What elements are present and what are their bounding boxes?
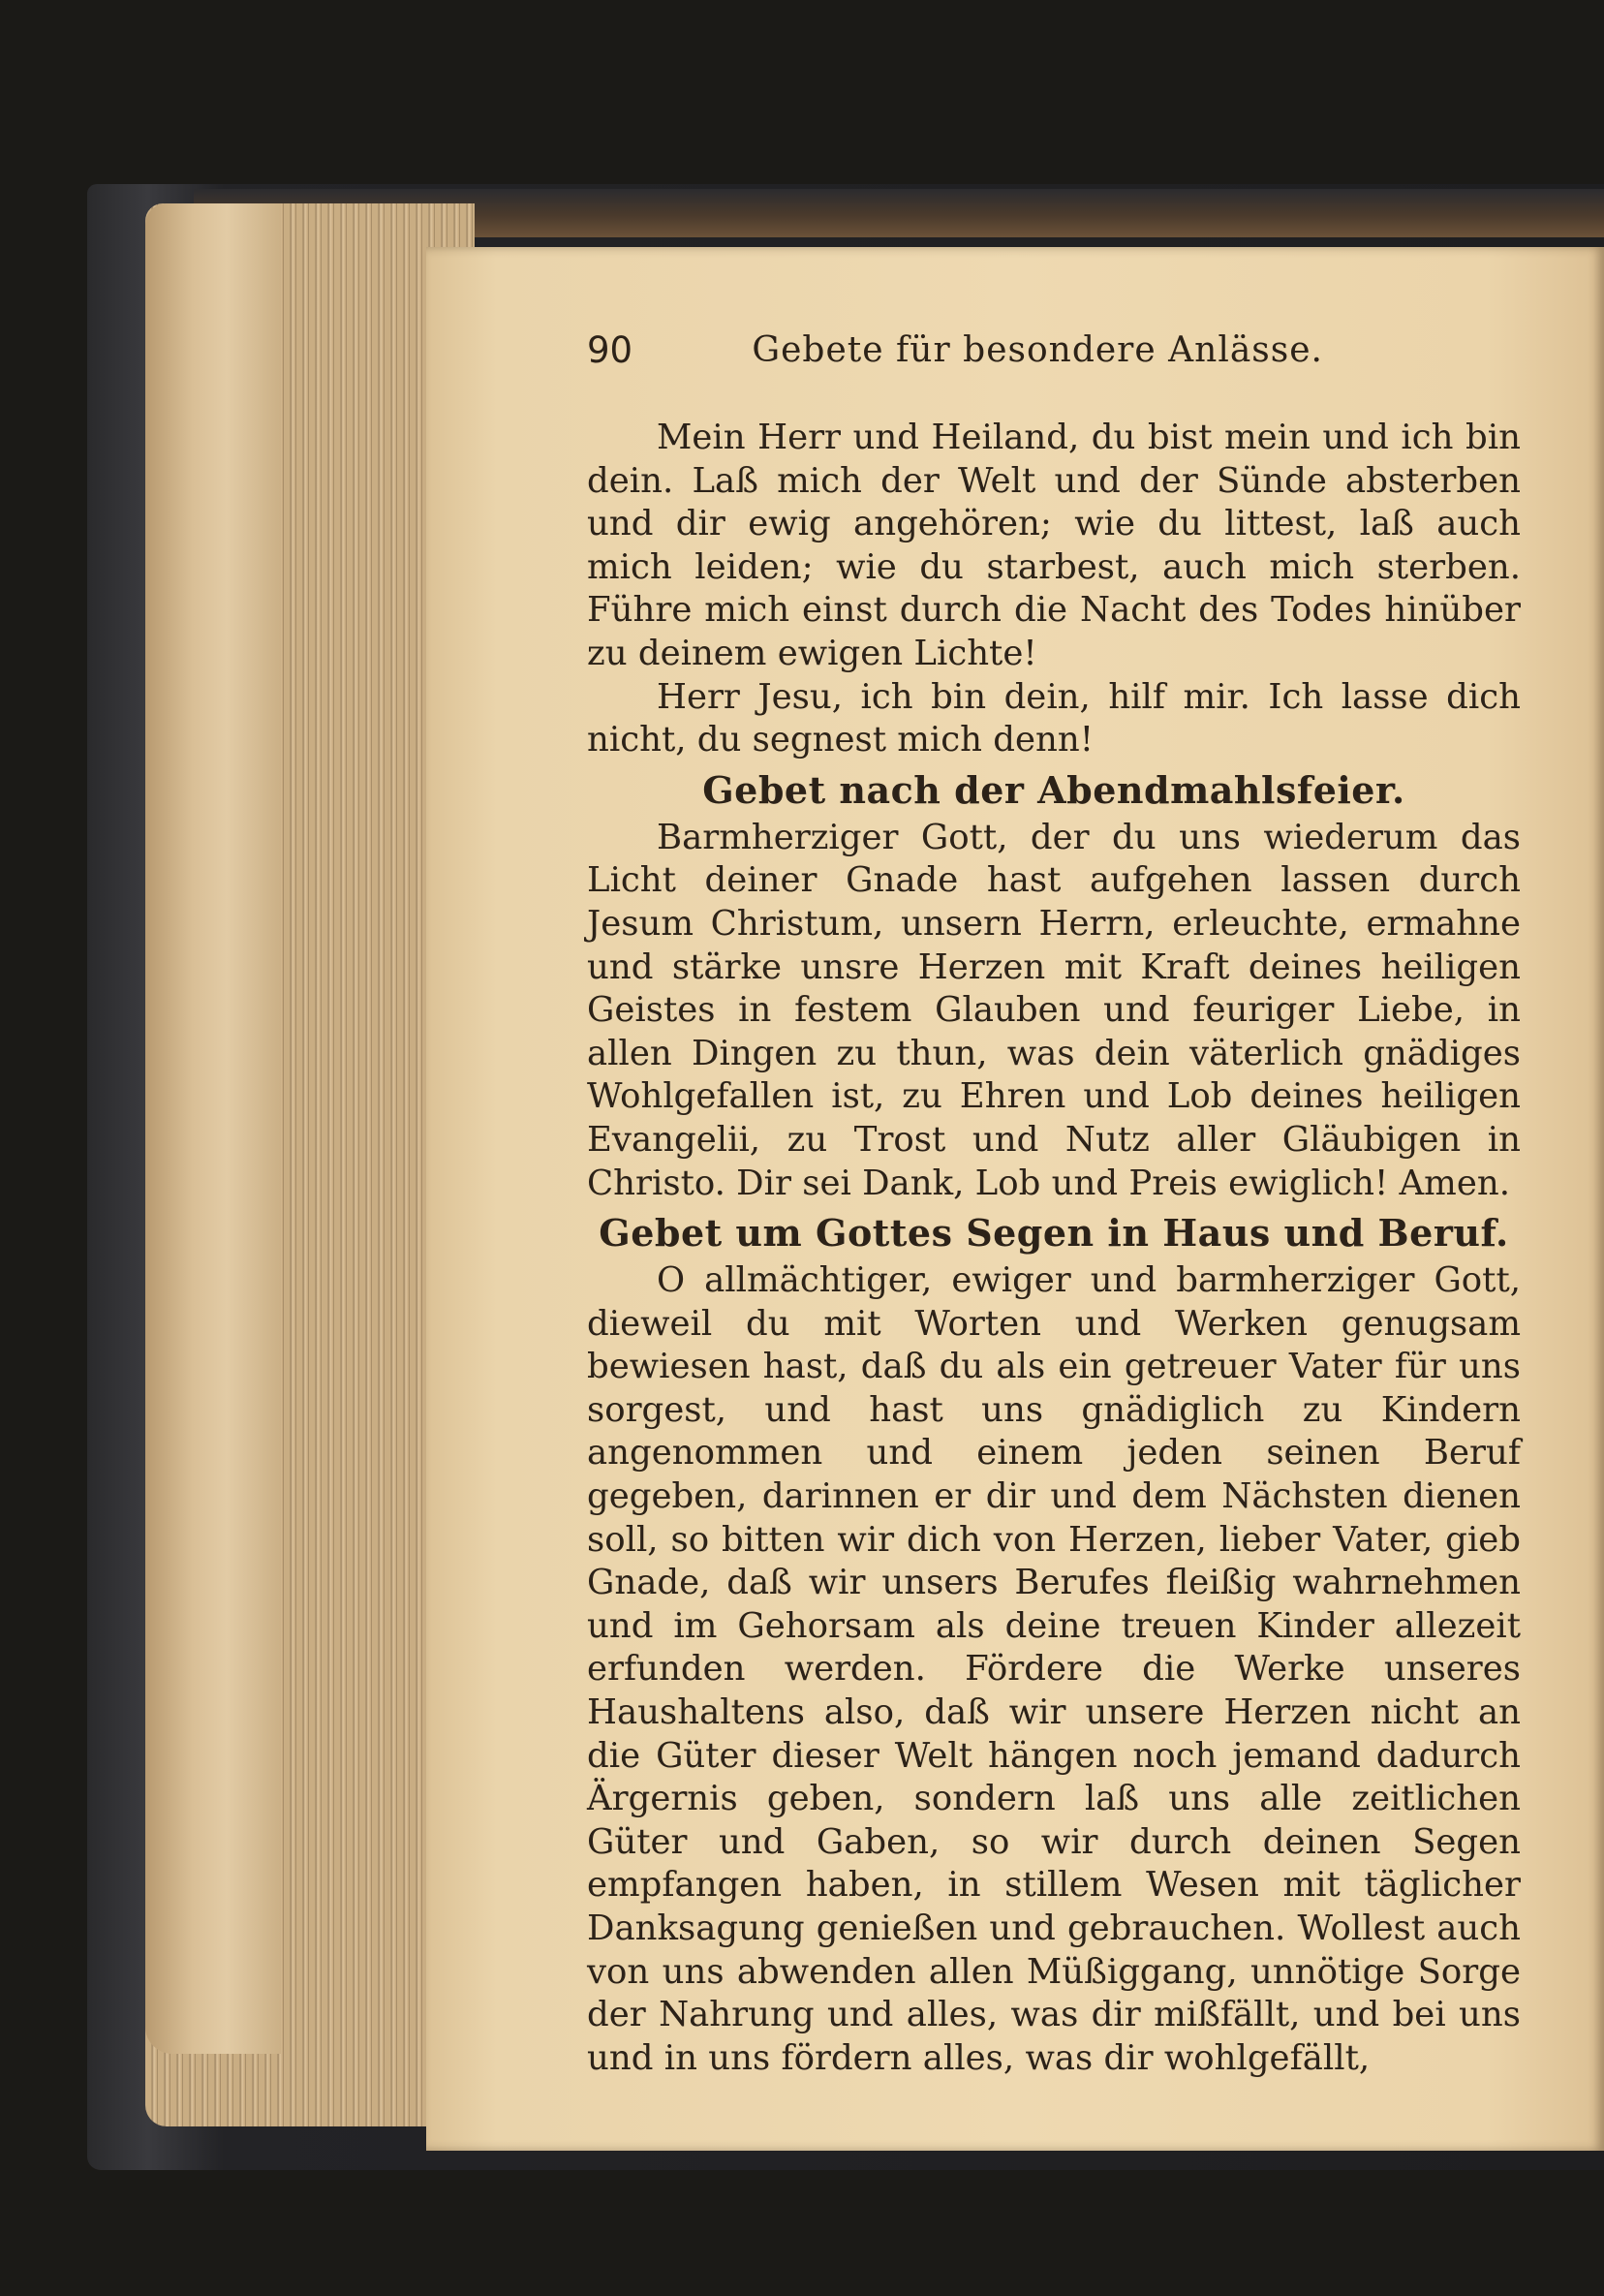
paragraph: Mein Herr und Heiland, du bist mein und ich bin dein. Laß mich der Welt und der Sünde absterben und dir ewig angehören; wie du littest, laß auch mich leiden; wie du starbest, auch mich sterben. Führe mich einst durch die Nacht des Todes hinüber zu deinem ewigen Lichte! bbox=[587, 418, 1521, 673]
page-number: 90 bbox=[587, 329, 633, 371]
paragraph: Barmherziger Gott, der du uns wiederum das Licht deiner Gnade hast aufgehen lassen durch Jesum Christum, unsern Herrn, erleuchte, ermahne und stärke unsre Herzen mit Kraft deines heiligen Geistes in festem Glauben und feuriger Liebe, in allen Dingen zu thun, was dein väterlich gnädiges Wohlgefallen ist, zu Ehren und Lob deines heiligen Evangelii, zu Trost und Nutz aller Gläubigen in Christo. Dir sei Dank, Lob und Preis ewiglich! Amen. bbox=[587, 817, 1521, 1203]
page-text bbox=[587, 417, 1521, 2080]
page-header bbox=[587, 329, 1323, 372]
section-heading: Gebet um Gottes Segen in Haus und Beruf. bbox=[599, 1211, 1509, 1256]
section-heading: Gebet nach der Abendmahlsfeier. bbox=[702, 767, 1405, 812]
paragraph: Herr Jesu, ich bin dein, hilf mir. Ich lasse dich nicht, du segnest mich denn! bbox=[587, 676, 1521, 760]
paragraph: O allmächtiger, ewiger und barmherziger Gott, dieweil du mit Worten und Werken genugsam bewiesen hast, daß du als ein getreuer Vater für uns sorgest, und hast uns gnädiglich zu Kindern angenommen und einem jeden seinen Beruf gegeben, darinnen er dir und dem Nächsten dienen soll, so bitten wir dich von Herzen, lieber Vater, gieb Gnade, daß wir unsers Berufes fleißig wahrnehmen und im Gehorsam als deine treuen Kinder allezeit erfunden werden. Fördere die Werke unseres Haushaltens also, daß wir unsere Herzen nicht an die Güter dieser Welt hängen noch jemand dadurch Ärgernis geben, sondern laß uns alle zeitlichen Güter und Gaben, so wir durch deinen Segen empfangen haben, in stillem Wesen mit täglicher Danksagung genießen und gebrauchen. Wollest auch von uns abwenden allen Müßiggang, unnötige Sorge der Nahrung und alles, was dir mißfällt, und bei uns und in uns fördern alles, was dir wohlgefällt, bbox=[587, 1260, 1521, 2078]
running-head: Gebete für besondere Anlässe. bbox=[752, 330, 1323, 370]
left-page-block bbox=[145, 203, 281, 2054]
